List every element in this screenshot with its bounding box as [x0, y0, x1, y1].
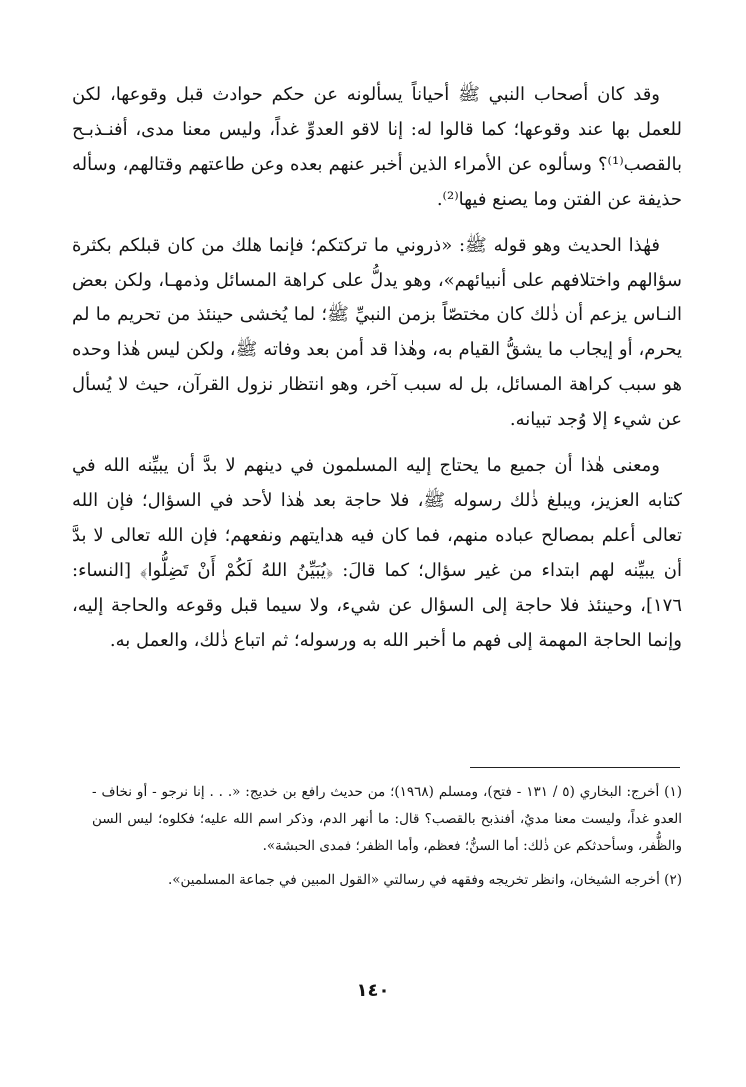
footnote-2: (٢) أخرجه الشيخان، وانظر تخريجه وفقهه في رسالتي «القول المبين في جماعة المسلمين». — [167, 871, 682, 888]
paragraph-2: فهٰذا الحديث وهو قوله ﷺ: «ذروني ما تركتكم؛ فإنما هلك من كان قبلكم بكثرة سؤالهم واختلافهم على أنبيائهم»، وهو يدلُّ على كراهة المسائل وذمهـا، ولكن بعض النـاس يزعم أن ذٰلك كان مختصّاً بزمن النبيِّ ﷺ؛ لما يُخشى حينئذ من تحريم ما لم يحرم، أو إيجاب ما يشقُّ القيام به، وهٰذا قد أمن بعد وفاته ﷺ، ولكن ليس هٰذا وحده هو سبب كراهة المسائل، بل له سبب آخر، وهو انتظار نزول القرآن، حيث لا يُسأل عن شيء إلا وُجد تبيانه. — [72, 234, 682, 431]
paragraph-1: وقد كان أصحاب النبي ﷺ أحياناً يسألونه عن حكم حوادث قبل وقوعها، لكن للعمل بها عند وقوعها؛ كما قالوا له: إنا لاقو العدوِّ غداً، وليس معنا مدى، أفنـذبـح بالقصب⁽¹⁾؟ وسألوه عن الأمراء الذين أخبر عنهم بعده وعن طاعتهم وقتالهم، وسأله حذيفة عن الفتن وما يصنع فيها⁽²⁾. — [72, 84, 682, 210]
footnote-1: (١) أخرج: البخاري (٥ / ١٣١ - فتح)، ومسلم (١٩٦٨)؛ من حديث رافع بن خديج: «. . . إنا نرجو - أو نخاف - العدو غداً، وليست معنا مديٌ، أفنذبح بالقصب؟ قال: ما أنهر الدم، وذكر اسم الله عليه؛ فكلوه؛ ليس السن والظُّفر، وسأحدثكم عن ذٰلك: أما السنُّ؛ فعظم، وأما الظفر؛ فمدى الحبشة». — [92, 784, 682, 855]
footnotes — [92, 779, 682, 894]
main-text — [72, 78, 682, 659]
paragraph-3: ومعنى هٰذا أن جميع ما يحتاج إليه المسلمون في دينهم لا بدَّ أن يبيِّنه الله في كتابه العزيز، ويبلغ ذٰلك رسوله ﷺ، فلا حاجة بعد هٰذا لأحد في السؤال؛ فإن الله تعالى أعلم بمصالح عباده منهم، فما كان فيه هدايتهم ونفعهم؛ فإن الله تعالى لا بدَّ أن يبيِّنه لهم ابتداء من غير سؤال؛ كما قالَ: ﴿يُبَيِّنُ اللهُ لَكُمْ أَنْ تَضِلُّوا﴾ [النساء: ١٧٦]، وحينئذ فلا حاجة إلى السؤال عن شيء، ولا سيما قبل وقوعه والحاجة إليه، وإنما الحاجة المهمة إلى فهم ما أخبر الله به ورسوله؛ ثم اتباع ذٰلك، والعمل به. — [72, 455, 682, 651]
page-number: ١٤٠ — [356, 980, 390, 1001]
footnote-separator — [470, 767, 680, 768]
